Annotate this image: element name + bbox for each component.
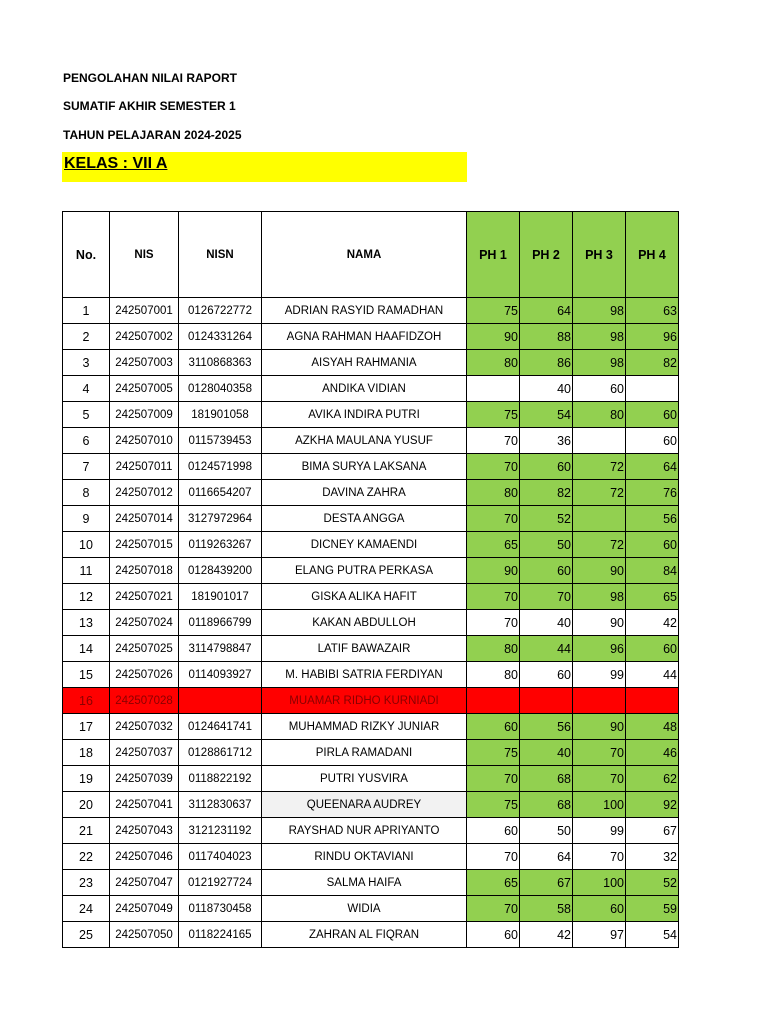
ph2-cell: 88: [520, 324, 573, 350]
name-cell: PIRLA RAMADANI: [262, 740, 467, 766]
nis-cell: 242507047: [110, 870, 179, 896]
name-cell: QUEENARA AUDREY: [262, 792, 467, 818]
ph2-cell: 56: [520, 714, 573, 740]
ph3-cell: [573, 688, 626, 714]
ph1-cell: 75: [467, 298, 520, 324]
class-banner: [62, 152, 467, 182]
row-number: 21: [63, 818, 110, 844]
column-header-ph4: PH 4: [626, 212, 679, 298]
ph1-cell: 60: [467, 922, 520, 948]
column-header-ph3: PH 3: [573, 212, 626, 298]
ph3-cell: 100: [573, 792, 626, 818]
nisn-cell: 0118730458: [179, 896, 262, 922]
nis-cell: 242507021: [110, 584, 179, 610]
nisn-cell: 0128861712: [179, 740, 262, 766]
ph2-cell: 70: [520, 584, 573, 610]
table-row: [63, 610, 679, 636]
table-row: [63, 298, 679, 324]
ph2-cell: 60: [520, 454, 573, 480]
ph1-cell: 75: [467, 740, 520, 766]
table-row: [63, 376, 679, 402]
ph2-cell: 86: [520, 350, 573, 376]
nisn-cell: [179, 688, 262, 714]
ph1-cell: 90: [467, 324, 520, 350]
nisn-cell: 0119263267: [179, 532, 262, 558]
table-header-row: [63, 212, 679, 298]
nisn-cell: 0118224165: [179, 922, 262, 948]
table-row: [63, 584, 679, 610]
ph1-cell: 70: [467, 428, 520, 454]
row-number: 6: [63, 428, 110, 454]
table-row: [63, 324, 679, 350]
nis-cell: 242507049: [110, 896, 179, 922]
nis-cell: 242507010: [110, 428, 179, 454]
name-cell: GISKA ALIKA HAFIT: [262, 584, 467, 610]
row-number: 24: [63, 896, 110, 922]
nisn-cell: 181901058: [179, 402, 262, 428]
ph2-cell: 40: [520, 740, 573, 766]
ph4-cell: [626, 688, 679, 714]
table-row: [63, 870, 679, 896]
table-row: [63, 714, 679, 740]
table-row: [63, 558, 679, 584]
ph1-cell: 80: [467, 350, 520, 376]
ph2-cell: 68: [520, 766, 573, 792]
nisn-cell: 0128439200: [179, 558, 262, 584]
table-row: [63, 454, 679, 480]
table-row: [63, 662, 679, 688]
ph2-cell: 58: [520, 896, 573, 922]
ph1-cell: 80: [467, 480, 520, 506]
ph3-cell: 70: [573, 844, 626, 870]
name-cell: DAVINA ZAHRA: [262, 480, 467, 506]
nis-cell: 242507046: [110, 844, 179, 870]
ph3-cell: 96: [573, 636, 626, 662]
table-row: [63, 506, 679, 532]
table-row: [63, 896, 679, 922]
table-row: [63, 480, 679, 506]
nis-cell: 242507014: [110, 506, 179, 532]
name-cell: ANDIKA VIDIAN: [262, 376, 467, 402]
ph4-cell: [626, 376, 679, 402]
ph4-cell: 60: [626, 636, 679, 662]
ph1-cell: 70: [467, 844, 520, 870]
row-number: 13: [63, 610, 110, 636]
name-cell: AISYAH RAHMANIA: [262, 350, 467, 376]
ph4-cell: 60: [626, 532, 679, 558]
nis-cell: 242507024: [110, 610, 179, 636]
ph1-cell: 70: [467, 766, 520, 792]
table-row: [63, 532, 679, 558]
table-row: [63, 636, 679, 662]
ph3-cell: 70: [573, 740, 626, 766]
nisn-cell: 3110868363: [179, 350, 262, 376]
ph4-cell: 92: [626, 792, 679, 818]
nisn-cell: 0124571998: [179, 454, 262, 480]
ph3-cell: 60: [573, 896, 626, 922]
ph4-cell: 54: [626, 922, 679, 948]
row-number: 2: [63, 324, 110, 350]
nisn-cell: 3114798847: [179, 636, 262, 662]
row-number: 10: [63, 532, 110, 558]
nis-cell: 242507009: [110, 402, 179, 428]
ph2-cell: 54: [520, 402, 573, 428]
ph3-cell: 90: [573, 558, 626, 584]
nis-cell: 242507041: [110, 792, 179, 818]
ph4-cell: 48: [626, 714, 679, 740]
ph1-cell: 70: [467, 584, 520, 610]
ph4-cell: 44: [626, 662, 679, 688]
name-cell: LATIF BAWAZAIR: [262, 636, 467, 662]
row-number: 1: [63, 298, 110, 324]
name-cell: AZKHA MAULANA YUSUF: [262, 428, 467, 454]
ph2-cell: 60: [520, 558, 573, 584]
row-number: 15: [63, 662, 110, 688]
column-header-ph1: PH 1: [467, 212, 520, 298]
table-row: [63, 428, 679, 454]
nisn-cell: 0124641741: [179, 714, 262, 740]
row-number: 9: [63, 506, 110, 532]
ph3-cell: 98: [573, 298, 626, 324]
ph1-cell: 80: [467, 636, 520, 662]
academic-year: TAHUN PELAJARAN 2024-2025: [63, 128, 242, 142]
report-title: PENGOLAHAN NILAI RAPORT: [63, 71, 237, 85]
row-number: 12: [63, 584, 110, 610]
nis-cell: 242507005: [110, 376, 179, 402]
ph3-cell: 90: [573, 714, 626, 740]
grades-table: [62, 211, 679, 948]
table-row: [63, 740, 679, 766]
nis-cell: 242507025: [110, 636, 179, 662]
name-cell: AVIKA INDIRA PUTRI: [262, 402, 467, 428]
report-subtitle: SUMATIF AKHIR SEMESTER 1: [63, 99, 236, 113]
nis-cell: 242507032: [110, 714, 179, 740]
row-number: 25: [63, 922, 110, 948]
nisn-cell: 0118966799: [179, 610, 262, 636]
row-number: 20: [63, 792, 110, 818]
nisn-cell: 0128040358: [179, 376, 262, 402]
name-cell: PUTRI YUSVIRA: [262, 766, 467, 792]
ph4-cell: 62: [626, 766, 679, 792]
name-cell: MUAMAR RIDHO KURNIADI: [262, 688, 467, 714]
class-label: KELAS : VII A: [64, 155, 168, 172]
nisn-cell: 181901017: [179, 584, 262, 610]
column-header-nisn: NISN: [179, 212, 262, 298]
ph4-cell: 56: [626, 506, 679, 532]
nis-cell: 242507001: [110, 298, 179, 324]
ph3-cell: 72: [573, 532, 626, 558]
row-number: 19: [63, 766, 110, 792]
ph2-cell: 67: [520, 870, 573, 896]
ph2-cell: 52: [520, 506, 573, 532]
row-number: 3: [63, 350, 110, 376]
name-cell: KAKAN ABDULLOH: [262, 610, 467, 636]
ph3-cell: 70: [573, 766, 626, 792]
ph1-cell: [467, 688, 520, 714]
nisn-cell: 3121231192: [179, 818, 262, 844]
ph3-cell: 99: [573, 662, 626, 688]
ph2-cell: 36: [520, 428, 573, 454]
nis-cell: 242507039: [110, 766, 179, 792]
name-cell: ZAHRAN AL FIQRAN: [262, 922, 467, 948]
name-cell: MUHAMMAD RIZKY JUNIAR: [262, 714, 467, 740]
ph4-cell: 60: [626, 428, 679, 454]
row-number: 4: [63, 376, 110, 402]
nis-cell: 242507015: [110, 532, 179, 558]
table-row: [63, 350, 679, 376]
table-row: [63, 818, 679, 844]
ph1-cell: 60: [467, 818, 520, 844]
column-header-ph2: PH 2: [520, 212, 573, 298]
nis-cell: 242507050: [110, 922, 179, 948]
ph4-cell: 60: [626, 402, 679, 428]
row-number: 22: [63, 844, 110, 870]
nis-cell: 242507012: [110, 480, 179, 506]
ph3-cell: 90: [573, 610, 626, 636]
ph4-cell: 76: [626, 480, 679, 506]
ph3-cell: 100: [573, 870, 626, 896]
column-header-no: No.: [63, 212, 110, 298]
name-cell: WIDIA: [262, 896, 467, 922]
ph3-cell: 60: [573, 376, 626, 402]
nisn-cell: 0117404023: [179, 844, 262, 870]
name-cell: M. HABIBI SATRIA FERDIYAN: [262, 662, 467, 688]
ph4-cell: 59: [626, 896, 679, 922]
name-cell: SALMA HAIFA: [262, 870, 467, 896]
ph3-cell: [573, 428, 626, 454]
ph2-cell: 50: [520, 818, 573, 844]
nisn-cell: 0121927724: [179, 870, 262, 896]
ph2-cell: 82: [520, 480, 573, 506]
row-number: 18: [63, 740, 110, 766]
ph1-cell: 80: [467, 662, 520, 688]
ph1-cell: 70: [467, 610, 520, 636]
nis-cell: 242507026: [110, 662, 179, 688]
nis-cell: 242507043: [110, 818, 179, 844]
ph3-cell: 80: [573, 402, 626, 428]
table-row: [63, 766, 679, 792]
ph1-cell: 70: [467, 896, 520, 922]
ph2-cell: [520, 688, 573, 714]
nisn-cell: 0114093927: [179, 662, 262, 688]
name-cell: RAYSHAD NUR APRIYANTO: [262, 818, 467, 844]
ph4-cell: 67: [626, 818, 679, 844]
row-number: 8: [63, 480, 110, 506]
ph4-cell: 42: [626, 610, 679, 636]
nisn-cell: 0126722772: [179, 298, 262, 324]
table-row: [63, 922, 679, 948]
row-number: 17: [63, 714, 110, 740]
nisn-cell: 3112830637: [179, 792, 262, 818]
row-number: 5: [63, 402, 110, 428]
ph2-cell: 68: [520, 792, 573, 818]
nis-cell: 242507002: [110, 324, 179, 350]
ph4-cell: 82: [626, 350, 679, 376]
ph3-cell: 97: [573, 922, 626, 948]
table-row: [63, 792, 679, 818]
ph3-cell: 72: [573, 454, 626, 480]
name-cell: DICNEY KAMAENDI: [262, 532, 467, 558]
ph4-cell: 32: [626, 844, 679, 870]
ph3-cell: 99: [573, 818, 626, 844]
nis-cell: 242507028: [110, 688, 179, 714]
ph2-cell: 64: [520, 298, 573, 324]
ph4-cell: 65: [626, 584, 679, 610]
ph1-cell: 90: [467, 558, 520, 584]
ph1-cell: [467, 376, 520, 402]
nisn-cell: 0124331264: [179, 324, 262, 350]
table-row: [63, 402, 679, 428]
ph2-cell: 44: [520, 636, 573, 662]
nisn-cell: 0118822192: [179, 766, 262, 792]
column-header-nama: NAMA: [262, 212, 467, 298]
name-cell: ADRIAN RASYID RAMADHAN: [262, 298, 467, 324]
nis-cell: 242507018: [110, 558, 179, 584]
name-cell: ELANG PUTRA PERKASA: [262, 558, 467, 584]
nis-cell: 242507003: [110, 350, 179, 376]
row-number: 16: [63, 688, 110, 714]
ph1-cell: 75: [467, 402, 520, 428]
table-row: [63, 844, 679, 870]
ph2-cell: 40: [520, 376, 573, 402]
nis-cell: 242507011: [110, 454, 179, 480]
ph1-cell: 60: [467, 714, 520, 740]
name-cell: RINDU OKTAVIANI: [262, 844, 467, 870]
column-header-nis: NIS: [110, 212, 179, 298]
name-cell: DESTA ANGGA: [262, 506, 467, 532]
ph1-cell: 65: [467, 532, 520, 558]
ph1-cell: 70: [467, 506, 520, 532]
ph2-cell: 40: [520, 610, 573, 636]
row-number: 11: [63, 558, 110, 584]
name-cell: AGNA RAHMAN HAAFIDZOH: [262, 324, 467, 350]
ph2-cell: 42: [520, 922, 573, 948]
ph4-cell: 84: [626, 558, 679, 584]
ph2-cell: 50: [520, 532, 573, 558]
ph4-cell: 96: [626, 324, 679, 350]
nisn-cell: 3127972964: [179, 506, 262, 532]
nis-cell: 242507037: [110, 740, 179, 766]
ph4-cell: 46: [626, 740, 679, 766]
row-number: 14: [63, 636, 110, 662]
ph4-cell: 63: [626, 298, 679, 324]
row-number: 23: [63, 870, 110, 896]
ph2-cell: 64: [520, 844, 573, 870]
ph1-cell: 65: [467, 870, 520, 896]
name-cell: BIMA SURYA LAKSANA: [262, 454, 467, 480]
ph3-cell: 98: [573, 584, 626, 610]
nisn-cell: 0116654207: [179, 480, 262, 506]
ph3-cell: 98: [573, 324, 626, 350]
ph2-cell: 60: [520, 662, 573, 688]
ph3-cell: 72: [573, 480, 626, 506]
ph1-cell: 70: [467, 454, 520, 480]
table-row: [63, 688, 679, 714]
ph4-cell: 52: [626, 870, 679, 896]
nisn-cell: 0115739453: [179, 428, 262, 454]
ph3-cell: 98: [573, 350, 626, 376]
ph4-cell: 64: [626, 454, 679, 480]
row-number: 7: [63, 454, 110, 480]
ph3-cell: [573, 506, 626, 532]
ph1-cell: 75: [467, 792, 520, 818]
